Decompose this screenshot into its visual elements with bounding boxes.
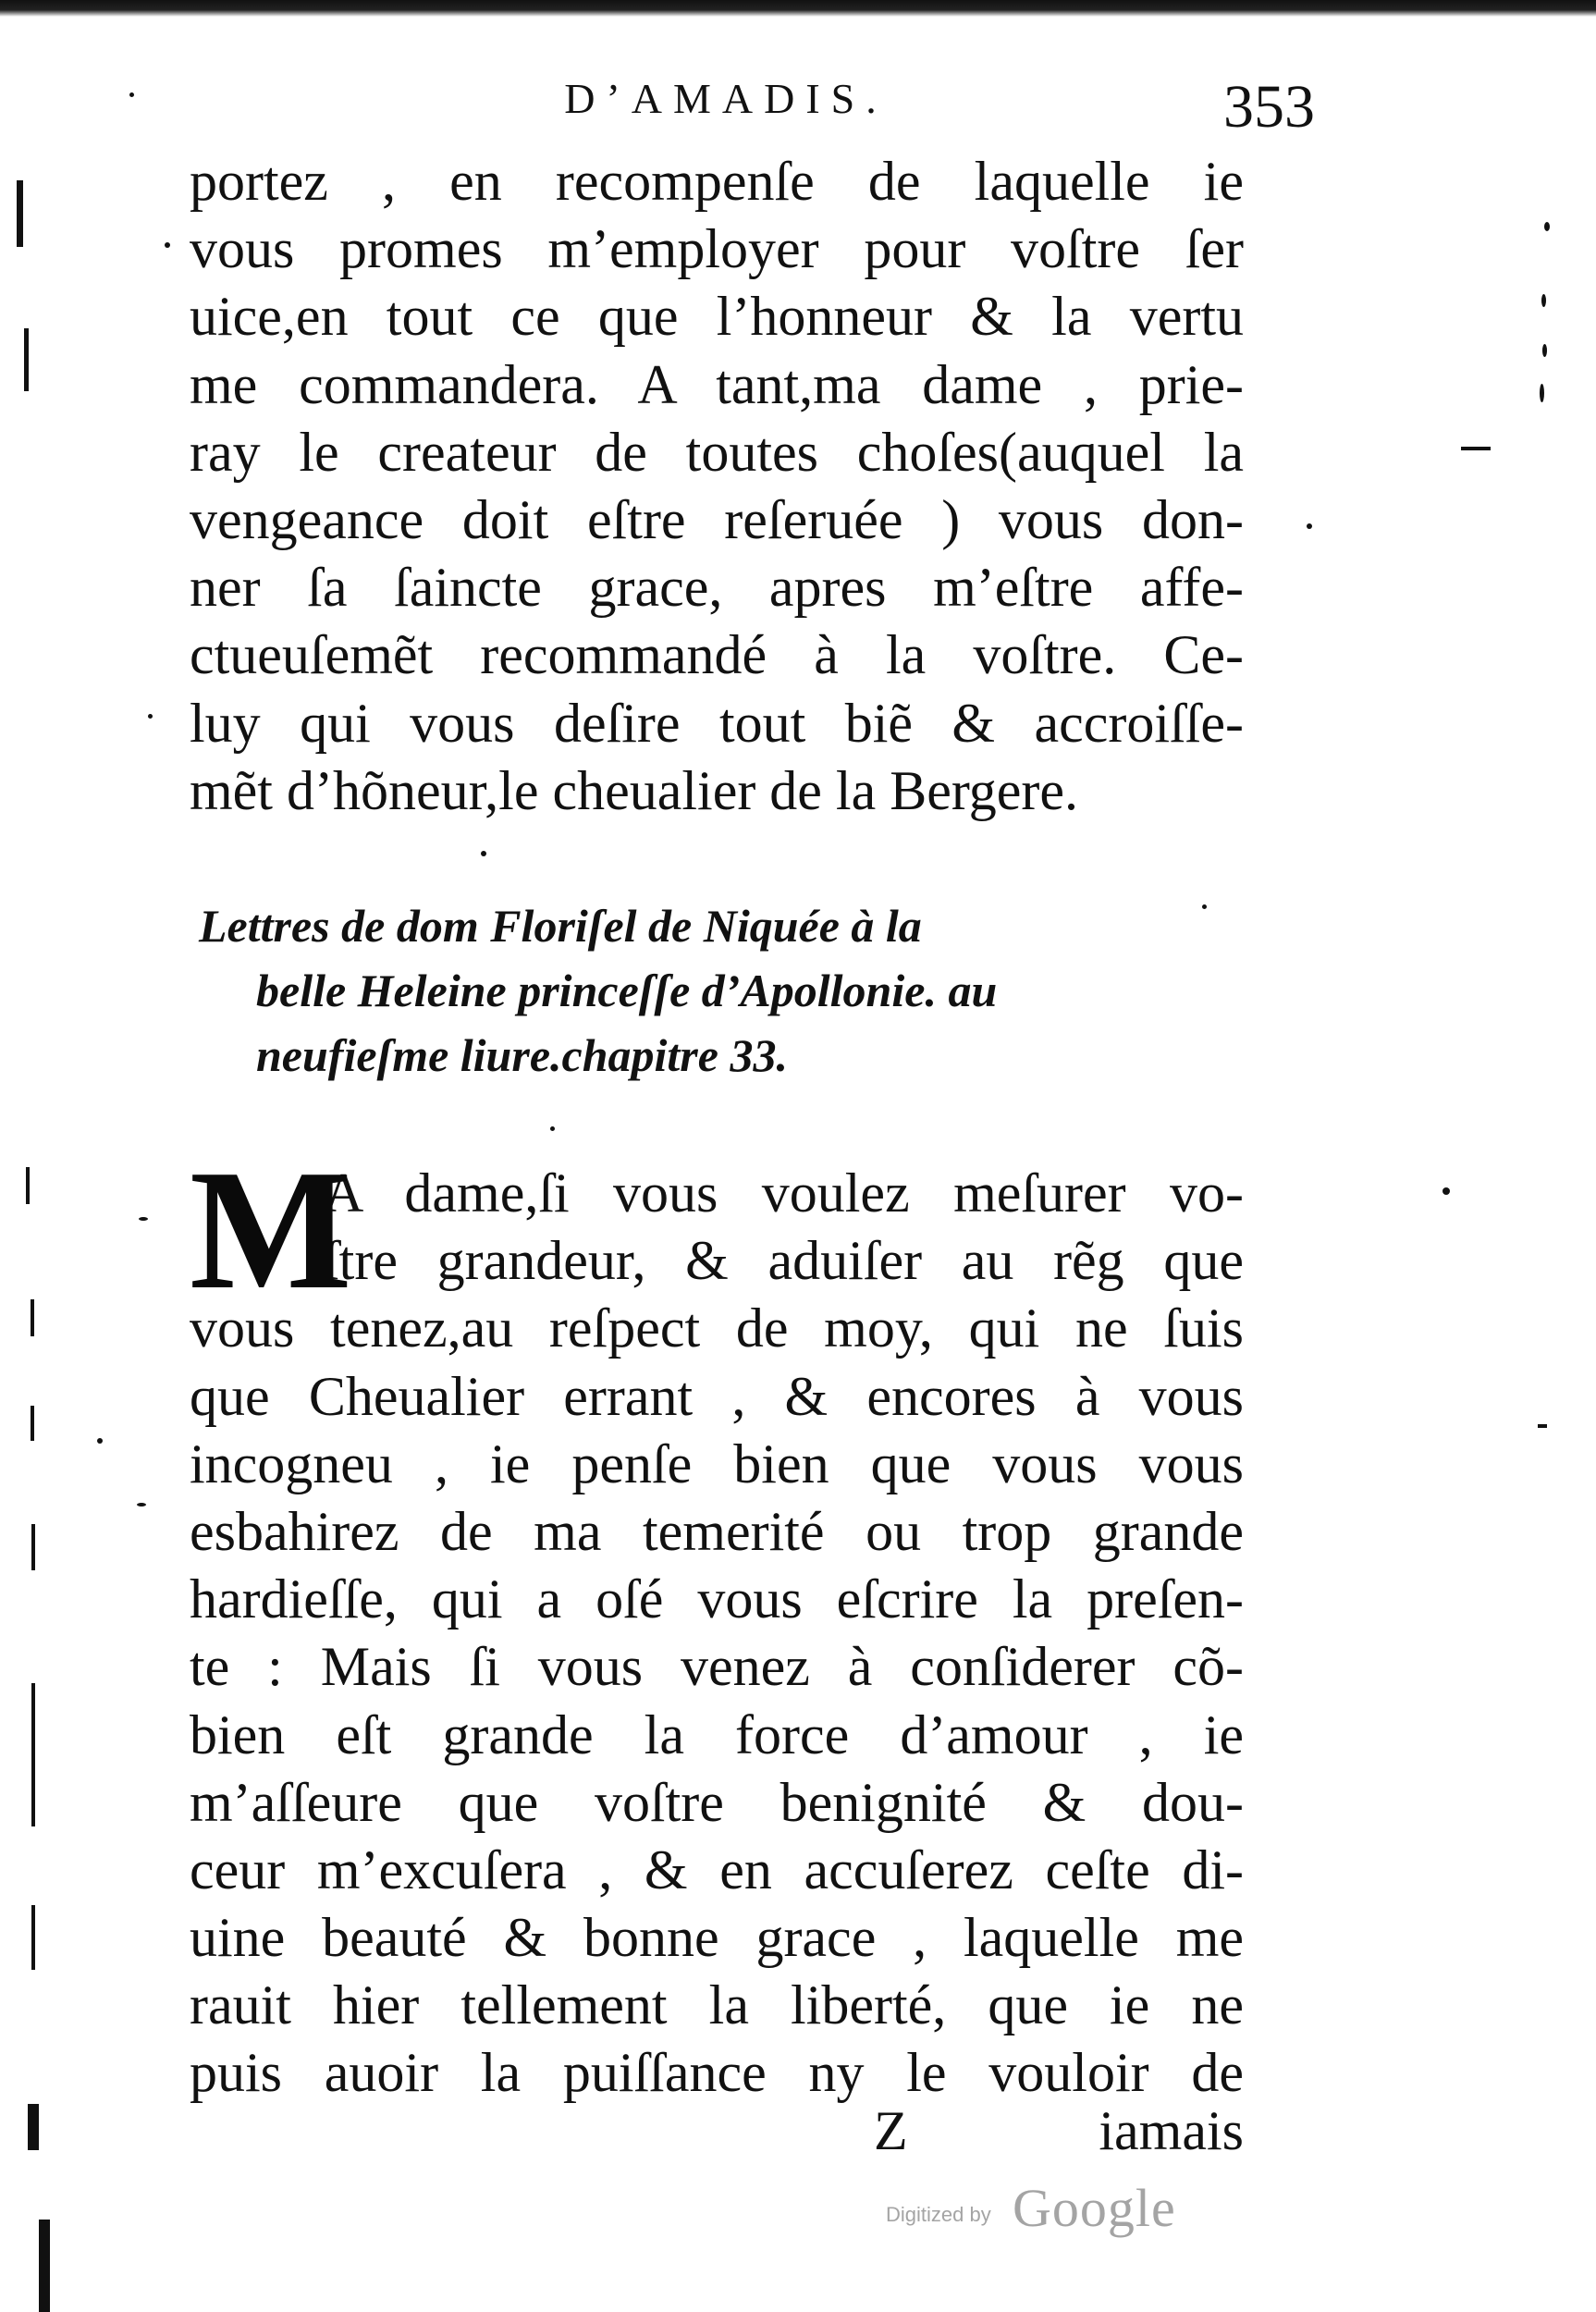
- digitized-watermark: [886, 2177, 1200, 2238]
- letter-body: [190, 1135, 1244, 2108]
- catchword: iamais: [1099, 2100, 1244, 2161]
- heading-line: neufieſme liure.chapitre 33.: [256, 1029, 788, 1081]
- letter-line: esbahirez de ma temerité ou trop grande: [190, 1500, 1244, 1562]
- right-margin-mark: [1461, 447, 1491, 450]
- speck: [1541, 294, 1546, 307]
- speck: [1544, 222, 1550, 231]
- speck: [1540, 384, 1544, 402]
- text-line: ner ſa ſaincte grace, apres m’eſtre affe-: [190, 557, 1244, 619]
- left-margin-mark: [31, 1524, 35, 1570]
- speck: [1542, 344, 1547, 357]
- letter-line: ſtre grandeur, & aduiſer au rẽg que: [324, 1230, 1244, 1292]
- left-margin-mark: [26, 1167, 30, 1204]
- drop-cap: M: [190, 1135, 352, 1325]
- google-logo: Google: [1013, 2178, 1176, 2238]
- signature-mark: Z: [874, 2100, 908, 2161]
- left-margin-mark: [24, 328, 29, 391]
- letter-line: puis auoir la puiſſance ny le vouloir de: [190, 2042, 1244, 2104]
- letter-line: incogneu , ie penſe bien que vous vous: [190, 1433, 1244, 1494]
- left-margin-mark: [31, 1905, 35, 1970]
- text-line: mẽt d’hõneur,le cheualier de la Bergere.: [190, 759, 1079, 821]
- letter-line: A dame,ſi vous voulez meſurer vo-: [324, 1162, 1244, 1224]
- digitized-label: Digitized by: [886, 2203, 991, 2226]
- left-margin-mark: [39, 2220, 50, 2312]
- speck: [1443, 1187, 1450, 1195]
- text-line: vengeance doit eſtre reſeruée ) vous don-: [190, 488, 1244, 550]
- speck: [550, 1126, 555, 1131]
- speck: [481, 851, 486, 856]
- left-margin-mark: [31, 1406, 34, 1441]
- letter-line: ceur m’excuſera , & en accuſerez ceſte di-: [190, 1839, 1244, 1900]
- speck: [139, 1217, 148, 1221]
- letter-line: rauit hier tellement la liberté, que ie ne: [190, 1974, 1244, 2036]
- speck: [1307, 523, 1312, 529]
- left-margin-mark: [31, 1299, 34, 1336]
- left-margin-mark: [17, 180, 23, 247]
- text-line: ctueuſemẽt recommandé à la voſtre. Ce-: [190, 624, 1244, 686]
- text-line: me commandera. A tant,ma dame , prie-: [190, 353, 1244, 415]
- letter-line: uine beauté & bonne grace , laquelle me: [190, 1907, 1244, 1969]
- speck: [137, 1503, 146, 1506]
- page-footer-row: [190, 2097, 1244, 2171]
- speck: [148, 714, 153, 719]
- letter-line: hardieſſe, qui a oſé vous eſcrire la preſen-: [190, 1568, 1244, 1630]
- heading-line: belle Heleine princeſſe d’Apollonie. au: [256, 965, 998, 1016]
- paragraph-continued-letter: [190, 148, 1244, 825]
- right-margin-mark: [1538, 1424, 1547, 1428]
- letter-line: que Cheualier errant , & encores à vous: [190, 1365, 1244, 1427]
- text-line: vous promes m’employer pour voſtre ſer: [190, 218, 1244, 280]
- letter-line: bien eſt grande la force d’amour , ie: [190, 1703, 1244, 1765]
- top-border-scan-edge: [0, 0, 1596, 17]
- left-margin-mark: [31, 1683, 35, 1826]
- left-margin-mark: [28, 2104, 39, 2150]
- letter-line: m’aſſeure que voſtre benignité & dou-: [190, 1771, 1244, 1833]
- text-line: portez , en recompenſe de laquelle ie: [190, 151, 1244, 212]
- letter-line: vous tenez,au reſpect de moy, qui ne ſuis: [190, 1297, 1244, 1359]
- heading-line: Lettres de dom Floriſel de Niquée à la: [199, 900, 922, 952]
- letter-heading: [199, 893, 1216, 1088]
- speck: [165, 242, 170, 248]
- text-line: luy qui vous deſire tout biẽ & accroiſſe-: [190, 692, 1244, 754]
- letter-line: te : Mais ſi vous venez à conſiderer cõ-: [190, 1636, 1244, 1698]
- page-number: 353: [1223, 73, 1315, 141]
- running-head: D’AMADIS.: [564, 75, 888, 122]
- text-line: ray le createur de toutes choſes(auquel la: [190, 421, 1244, 483]
- text-line: uice,en tout ce que l’honneur & la vertu: [190, 286, 1244, 348]
- speck: [129, 92, 134, 97]
- speck: [97, 1438, 103, 1444]
